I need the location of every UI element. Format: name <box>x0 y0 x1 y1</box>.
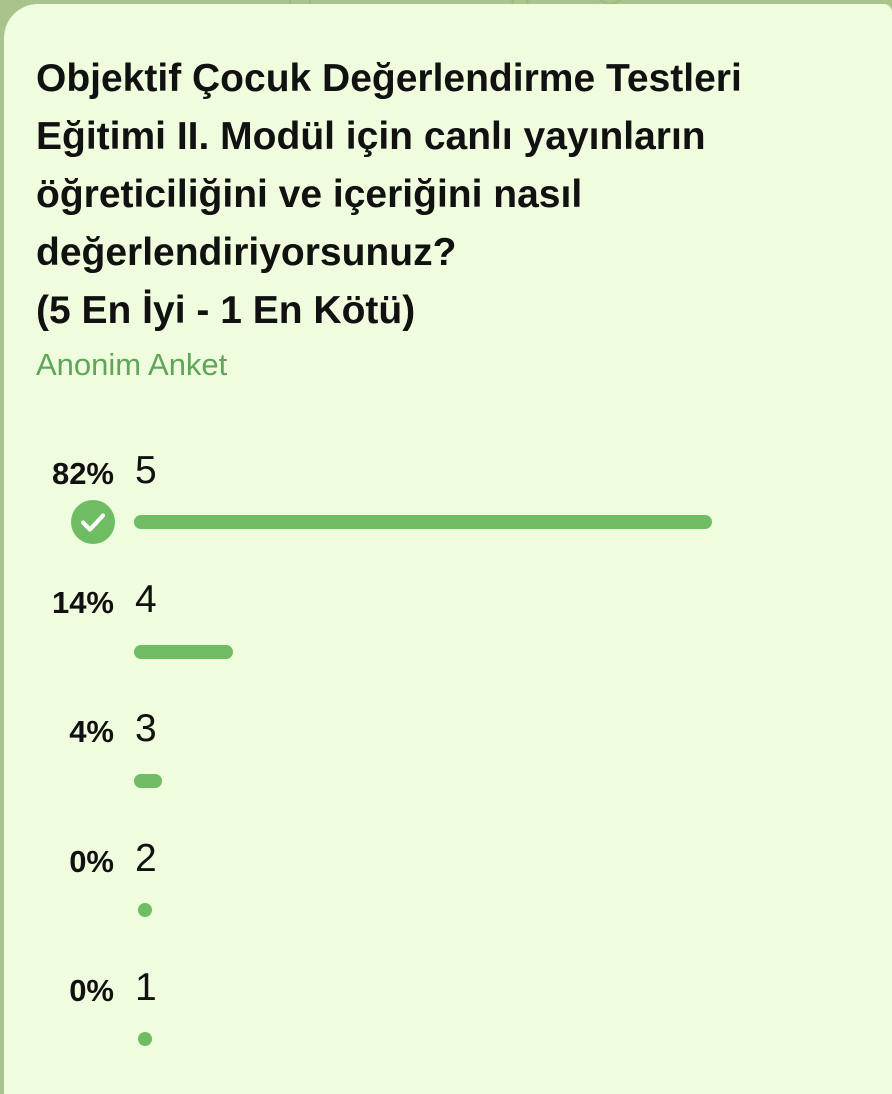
option-result-bar <box>138 1032 152 1046</box>
poll-option-2[interactable] <box>4 837 892 952</box>
poll-option-5[interactable] <box>4 449 892 564</box>
poll-question-line: (5 En İyi - 1 En Kötü) <box>36 289 416 332</box>
poll-type-label: Anonim Anket <box>36 347 228 382</box>
option-percent: 4% <box>69 714 114 749</box>
option-label: 3 <box>135 707 157 750</box>
option-result-bar <box>134 645 233 659</box>
option-label: 4 <box>135 578 157 621</box>
option-label: 5 <box>135 449 157 492</box>
option-result-bar <box>134 515 712 529</box>
option-percent: 82% <box>51 456 114 491</box>
poll-option-1[interactable] <box>4 966 892 1081</box>
poll-message-bubble <box>4 4 892 1094</box>
poll-option-4[interactable] <box>4 578 892 693</box>
option-label: 1 <box>135 966 157 1009</box>
poll-option-3[interactable] <box>4 707 892 822</box>
poll-question <box>36 50 866 340</box>
check-circle-icon <box>71 500 115 544</box>
poll-question-line: öğreticiliğini ve içeriğini nasıl <box>36 173 583 216</box>
poll-question-line: Eğitimi II. Modül için canlı yayınların <box>36 115 706 158</box>
option-result-bar <box>138 903 152 917</box>
option-result-bar <box>134 774 162 788</box>
option-label: 2 <box>135 837 157 880</box>
poll-question-line: değerlendiriyorsunuz? <box>36 231 457 274</box>
option-percent: 0% <box>69 844 114 879</box>
option-percent: 14% <box>51 585 114 620</box>
poll-question-line: Objektif Çocuk Değerlendirme Testleri <box>36 57 742 100</box>
option-percent: 0% <box>69 973 114 1008</box>
